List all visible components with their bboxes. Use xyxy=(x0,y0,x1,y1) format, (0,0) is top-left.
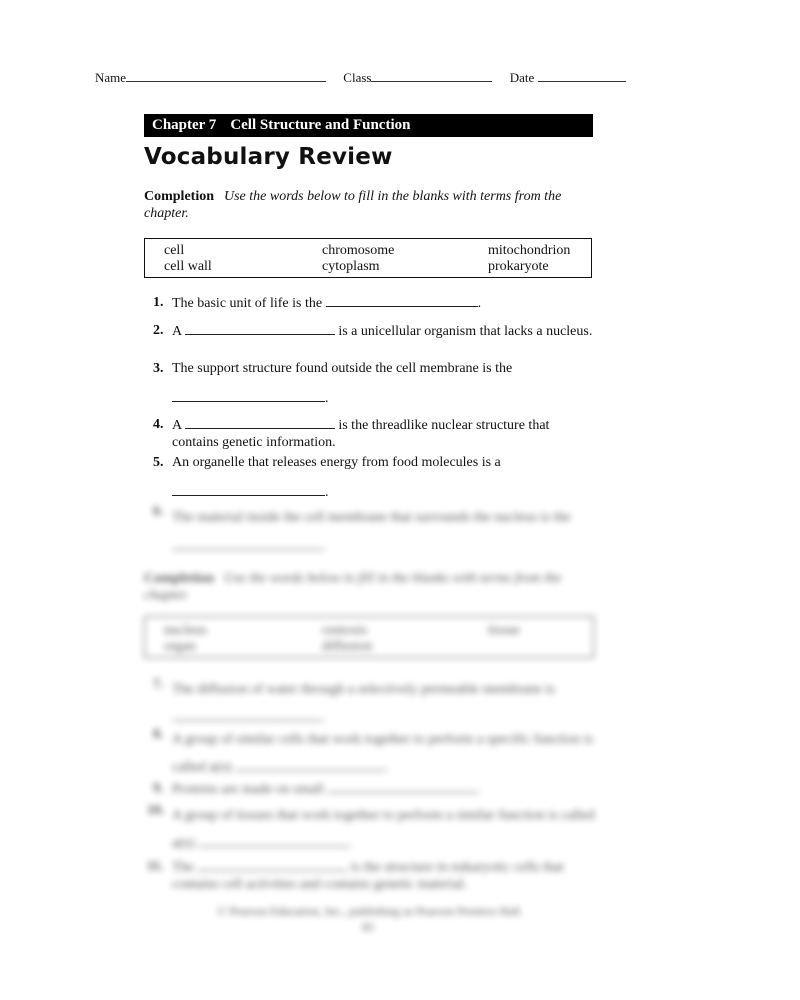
question-text-end: is the threadlike nuclear structure that contains genetic information. xyxy=(172,418,550,450)
section1-instruction-text: Use the words below to fill in the blanks with terms from the chapter. xyxy=(144,189,562,221)
question-number: 5. xyxy=(153,455,164,470)
question-number: 7. xyxy=(153,677,164,692)
class-label: Class xyxy=(343,70,372,85)
answer-blank[interactable] xyxy=(235,758,385,771)
word-bank-term: cell xyxy=(164,243,185,258)
question-11 xyxy=(144,858,596,893)
question-number: 2. xyxy=(153,323,164,338)
word-bank-1 xyxy=(144,238,592,278)
question-text: The xyxy=(172,860,194,875)
question-text-end: . xyxy=(384,760,389,775)
date-field[interactable] xyxy=(538,70,626,82)
word-bank-2 xyxy=(144,616,594,658)
name-field[interactable] xyxy=(126,70,326,82)
chapter-number: Chapter 7 xyxy=(152,117,217,133)
answer-blank[interactable] xyxy=(172,708,322,721)
question-text: The diffusion of water through a selectively permeable membrane is xyxy=(172,682,555,697)
answer-blank[interactable] xyxy=(198,834,348,847)
date-label: Date xyxy=(509,70,535,85)
name-label: Name xyxy=(95,70,127,85)
question-text: The material inside the cell membrane that surrounds the nucleus is the xyxy=(172,510,571,525)
question-3 xyxy=(144,360,596,407)
question-number: 9. xyxy=(153,781,164,796)
question-text-end: . xyxy=(322,539,326,554)
word-bank-term: chromosome xyxy=(322,243,395,258)
question-7 xyxy=(144,676,596,732)
answer-blank[interactable] xyxy=(197,858,347,871)
question-text-end: . xyxy=(477,782,481,797)
question-text: Proteins are made on small xyxy=(172,782,324,797)
answer-blank[interactable] xyxy=(326,294,478,307)
word-bank-term: nucleus xyxy=(164,623,207,638)
question-text: A group of similar cells that work together to perform a specific function is called a(n) xyxy=(172,732,594,775)
answer-blank[interactable] xyxy=(172,483,325,496)
question-text-end: . xyxy=(325,485,329,500)
section2-instructions xyxy=(144,570,596,604)
question-text-end: is a unicellular organism that lacks a nucleus. xyxy=(338,324,593,339)
copyright-footer: © Pearson Education, Inc., publishing as Pearson Prentice Hall. xyxy=(217,904,523,918)
question-text-end: . xyxy=(477,296,482,311)
question-number: 6. xyxy=(153,504,164,519)
section2-lead: Completion xyxy=(144,571,214,586)
answer-blank[interactable] xyxy=(172,389,325,402)
question-text: A xyxy=(172,418,182,433)
question-1 xyxy=(144,294,596,312)
question-text: The basic unit of life is the xyxy=(172,296,323,311)
question-text: A xyxy=(172,324,182,339)
question-8 xyxy=(144,726,596,782)
section2-instruction-text: Use the words below to fill in the blanks with terms from the chapter. xyxy=(144,571,562,603)
section1-lead: Completion xyxy=(144,189,214,204)
question-10 xyxy=(144,802,596,858)
class-field[interactable] xyxy=(371,70,492,82)
question-text-end: is the structure in eukaryotic cells that contains cell activities and contains genetic material. xyxy=(172,860,564,892)
page-title: Vocabulary Review xyxy=(144,144,393,170)
question-text: A group of tissues that work together to perform a similar function is called a(n) xyxy=(172,808,595,851)
question-text-end: . xyxy=(322,710,326,725)
question-5 xyxy=(144,454,596,501)
word-bank-term: tissue xyxy=(488,623,520,638)
question-number: 11. xyxy=(147,859,164,874)
word-bank-term: cell wall xyxy=(164,259,212,274)
question-text-end: . xyxy=(348,836,352,851)
word-bank-term: diffusion xyxy=(322,639,373,654)
word-bank-term: organ xyxy=(164,639,196,654)
question-number: 4. xyxy=(153,417,164,432)
question-number: 3. xyxy=(153,361,164,376)
word-bank-term: mitochondrion xyxy=(488,243,571,258)
word-bank-term: cytoplasm xyxy=(322,259,380,274)
chapter-title: Cell Structure and Function xyxy=(230,117,411,133)
question-text: An organelle that releases energy from food molecules is a xyxy=(172,455,501,470)
student-info-header xyxy=(95,70,626,86)
answer-blank[interactable] xyxy=(185,322,335,335)
word-bank-term: osmosis xyxy=(322,623,368,638)
question-4 xyxy=(144,416,596,451)
question-text: The support structure found outside the cell membrane is the xyxy=(172,361,513,376)
answer-blank[interactable] xyxy=(172,537,322,550)
question-6 xyxy=(144,503,596,561)
question-number: 10. xyxy=(147,803,165,818)
question-text-end: . xyxy=(325,391,329,406)
question-2 xyxy=(144,322,596,340)
section1-instructions xyxy=(144,188,596,222)
word-bank-term: prokaryote xyxy=(488,259,549,274)
answer-blank[interactable] xyxy=(185,416,335,429)
answer-blank[interactable] xyxy=(327,780,477,793)
question-number: 8. xyxy=(153,727,164,742)
question-number: 1. xyxy=(153,295,164,310)
page-number: 85 xyxy=(362,920,374,934)
question-9 xyxy=(144,780,596,798)
chapter-banner xyxy=(144,114,593,137)
